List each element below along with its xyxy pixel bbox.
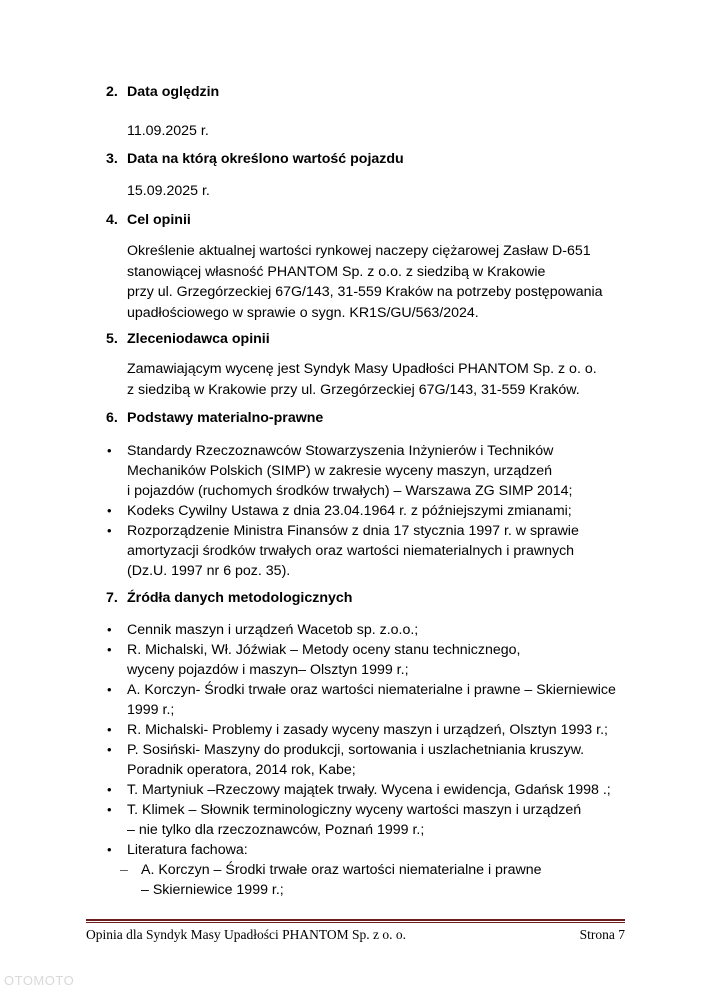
section-paragraph: 15.09.2025 r. (127, 183, 210, 199)
list-item: • A. Korczyn- Środki trwałe oraz wartości niematerialne i prawne – Skierniewice 1999 r.; (107, 682, 616, 718)
watermark: OTOMOTO (4, 973, 75, 988)
bullet-icon: • (107, 503, 112, 518)
bullet-icon: • (107, 443, 112, 458)
section-paragraph: 11.09.2025 r. (127, 123, 209, 139)
footer-divider (86, 922, 625, 923)
footer-title: Opinia dla Syndyk Masy Upadłości PHANTOM Sp. z o. o. (86, 927, 406, 942)
list-item: • Rozporządzenie Ministra Finansów z dnia 17 stycznia 1997 r. w sprawie amortyzacji środków trwałych oraz wartości niematerialnych i prawnych (Dz.U. 1997 nr 6 poz. 35). (107, 523, 579, 579)
bullet-icon: • (107, 682, 112, 697)
list-item: • T. Martyniuk –Rzeczowy majątek trwały. Wycena i ewidencja, Gdańsk 1998 .; (107, 782, 611, 798)
sub-list-item: – A. Korczyn – Środki trwałe oraz wartości niematerialne i prawne – Skierniewice 1999 r.; (120, 862, 542, 898)
section-paragraph: Zamawiającym wycenę jest Syndyk Masy Upadłości PHANTOM Sp. z o. o. z siedzibą w Krakowie przy ul. Grzegórzeckiej 67G/143, 31-559 Kraków. (127, 361, 597, 398)
bullet-icon: • (107, 622, 112, 637)
list-item: • R. Michalski, Wł. Jóźwiak – Metody oceny stanu technicznego, wyceny pojazdów i maszyn– Olsztyn 1999 r.; (107, 642, 521, 678)
bullet-icon: • (107, 523, 112, 538)
section-heading: 3. Data na którą określono wartość pojazdu (106, 151, 404, 167)
section-heading: 2. Data oględzin (106, 84, 220, 100)
bullet-icon: • (107, 842, 112, 857)
bullet-icon: • (107, 642, 112, 657)
list-item: • Kodeks Cywilny Ustawa z dnia 23.04.1964 r. z późniejszymi zmianami; (107, 503, 572, 519)
dash-icon: – (120, 862, 128, 878)
legal-bases-list (106, 441, 579, 581)
sources-list (106, 620, 616, 900)
list-item: • R. Michalski- Problemy i zasady wyceny maszyn i urządzeń, Olsztyn 1993 r.; (107, 722, 608, 738)
bullet-icon: • (107, 722, 112, 737)
section-heading: 6. Podstawy materialno-prawne (106, 410, 324, 426)
list-item: • P. Sosiński- Maszyny do produkcji, sortowania i uszlachetniania kruszyw. Poradnik operatora, 2014 rok, Kabe; (107, 742, 585, 778)
list-item: • Cennik maszyn i urządzeń Wacetob sp. z.o.o.; (107, 622, 419, 638)
bullet-icon: • (107, 802, 112, 817)
section-heading: 7. Źródła danych metodologicznych (106, 590, 353, 606)
section-paragraph: Określenie aktualnej wartości rynkowej naczepy ciężarowej Zasław D-651 stanowiącej własność PHANTOM Sp. z o.o. z siedzibą w Krakowie przy ul. Grzegórzeckiej 67G/143, 31-559 Kraków na potrzeby postępowania upadłościowego w sprawie o sygn. KR1S/GU/563/2024. (127, 243, 603, 321)
bullet-icon: • (107, 742, 112, 757)
page-number: Strona 7 (579, 927, 625, 942)
section-heading: 4. Cel opinii (106, 212, 191, 228)
list-item: • Literatura fachowa: (107, 842, 248, 858)
bullet-icon: • (107, 782, 112, 797)
list-item: • T. Klimek – Słownik terminologiczny wyceny wartości maszyn i urządzeń – nie tylko dla rzeczoznawców, Poznań 1999 r.; (107, 802, 582, 838)
footer-divider (86, 919, 625, 921)
list-item: • Standardy Rzeczoznawców Stowarzyszenia Inżynierów i Techników Mechaników Polskich (SIMP) w zakresie wyceny maszyn, urządzeń i pojazdów (ruchomych środków trwałych) – Warszawa ZG SIMP 2014; (107, 443, 573, 499)
section-heading: 5. Zleceniodawca opinii (106, 331, 270, 347)
